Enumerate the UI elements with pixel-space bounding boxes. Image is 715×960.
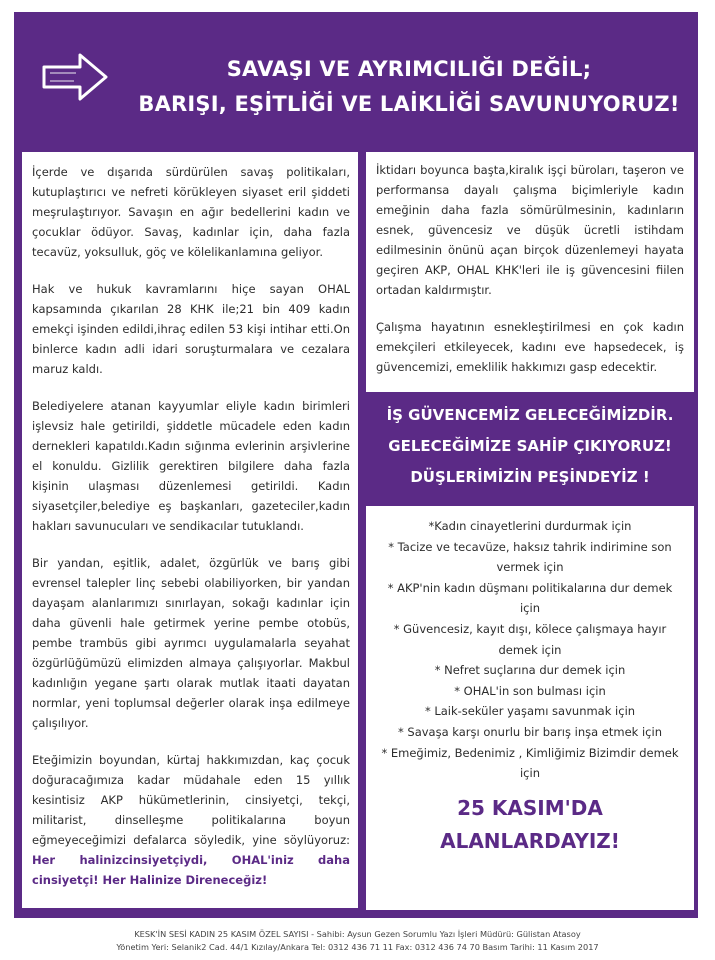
slogan-line: İŞ GÜVENCEMİZ GELECEĞİMİZDİR. [386, 406, 674, 424]
slogan-line: DÜŞLERİMİZİN PEŞİNDEYİZ ! [410, 468, 650, 486]
right-column-top [366, 152, 694, 392]
footer [20, 928, 695, 954]
arrow-right-icon [40, 51, 110, 103]
list-item: * Nefret suçlarına dur demek için [434, 663, 626, 678]
list-item: * Tacize ve tecavüze, haksız tahrik indirimine son vermek için [388, 539, 672, 575]
call-line: ALANLARDAYIZ! [440, 829, 620, 853]
paragraph: Belediyelere atanan kayyumlar eliyle kadın birimleri işlevsiz hale getirildi, şiddetle mücadele eden kadın dernekleri kapatıldı.Kadın sığınma evlerinin arşivlerine el konuldu. Gizlilik gerektiren bilgilere daha fazla kişinin ulaşması düzenlemesi getirildi. Kadın siyasetçiler,belediye eş başkanları, gazeteciler,kadın hakları savunucuları ve sendikacılar tutuklandı. [32, 399, 350, 533]
paragraph-closing [32, 750, 350, 890]
slogan-block [374, 400, 686, 493]
paragraph: Çalışma hayatının esnekleştirilmesi en çok kadın emekçileri etkileyecek, kadını eve hapsedecek, iş güvencemizi, emeklilik hakkımızı gasp edecektir. [376, 320, 684, 374]
paragraph: İktidarı boyunca başta,kiralık işçi büroları, taşeron ve performansa dayalı çalışma biçimleriyle kadın emeğinin daha fazla sömürülmesinin, kadınların esnek, güvencesiz ve düşük ücretli istihdam edilmesinin önünü açan birçok düzenlemeyi hayata geçiren AKP, OHAL KHK'leri ile iş güvencesini fiilen ortadan kaldırmıştır. [376, 163, 684, 297]
closing-emphasis: Her halinizcinsiyetçiydi, OHAL'iniz daha cinsiyetçi! Her Halinize Direneceğiz! [32, 853, 350, 887]
list-item: * Emeğimiz, Bedenimiz , Kimliğimiz Bizimdir demek için [381, 745, 679, 781]
title-line: BARIŞI, EŞİTLİĞİ VE LAİKLİĞİ SAVUNUYORUZ! [138, 92, 680, 116]
paragraph: Hak ve hukuk kavramlarını hiçe sayan OHAL kapsamında çıkarılan 28 KHK ile;21 bin 409 kadın emekçi işinden edildi,ihraç edilen 53 kişi intihar etti.On binlerce kadın adli idari soruşturmalara ve cezalara maruz kaldı. [32, 282, 350, 376]
header [14, 12, 698, 150]
footer-line: KESK'İN SESİ KADIN 25 KASIM ÖZEL SAYISI - Sahibi: Aysun Gezen Sorumlu Yazı İşleri Müdürü: Gülistan Atasoy [134, 929, 581, 939]
call-line: 25 KASIM'DA [457, 796, 603, 820]
list-item: * AKP'nin kadın düşmanı politikalarına dur demek için [387, 580, 673, 616]
list-item: *Kadın cinayetlerini durdurmak için [428, 519, 632, 533]
right-column-bottom [366, 506, 694, 910]
page-title [124, 52, 694, 122]
list-item: * Savaşa karşı onurlu bir barış inşa etmek için [397, 724, 662, 739]
slogan-line: GELECEĞİMİZE SAHİP ÇIKIYORUZ! [388, 437, 672, 455]
left-column [22, 152, 358, 908]
list-item: * OHAL'in son bulması için [454, 683, 606, 698]
title-line: SAVAŞI VE AYRIMCILIĞI DEĞİL; [226, 57, 592, 81]
list-item: * Laik-seküler yaşamı savunmak için [424, 704, 636, 719]
list-item: * Güvencesiz, kayıt dışı, kölece çalışmaya hayır demek için [393, 621, 667, 657]
paragraph: İçerde ve dışarıda sürdürülen savaş politikaları, kutuplaştırıcı ve nefreti körükleyen siyaset eril şiddeti meşrulaştırıyor. Savaşın en ağır bedellerini kadın ve çocuklar ödüyor. Savaş, kadınlar için, daha fazla tecavüz, yoksulluk, göç ve kölelikanlamına geliyor. [32, 165, 350, 259]
footer-line: Yönetim Yeri: Selanik2 Cad. 44/1 Kızılay/Ankara Tel: 0312 436 71 11 Fax: 0312 436 74 70 Basım Tarihi: 11 Kasım 2017 [116, 942, 599, 952]
demands-list [366, 516, 694, 784]
call-to-action [366, 792, 694, 858]
paragraph: Bir yandan, eşitlik, adalet, özgürlük ve barış gibi evrensel talepler linç sebebi olabiliyorken, bir yandan dayaşam alanlarımızı sınırlayan, sokağı kadınlar için daha güvenli hale getirmek yerine pembe otobüs, pembe trambüs gibi ayrımcı uygulamalarla seyahat özgürlüğümüzü elimizden almaya çalışıyorlar. Makbul kadınlığın yegane şartı olarak mutlak itaati dayatan normlar, yeni toplumsal değerler olarak inşa edilmeye çalışılıyor. [32, 556, 350, 730]
closing-text: Eteğimizin boyundan, kürtaj hakkımızdan, kaç çocuk doğuracağımıza kadar müdahale eden 15 yıllık kesintisiz AKP hükümetlerinin, cinsiyetçi, tekçi, militarist, dinselleşme politikalarına boyun eğmeyeceğimizi defalarca söyledik, yine söylüyoruz: [32, 753, 350, 847]
